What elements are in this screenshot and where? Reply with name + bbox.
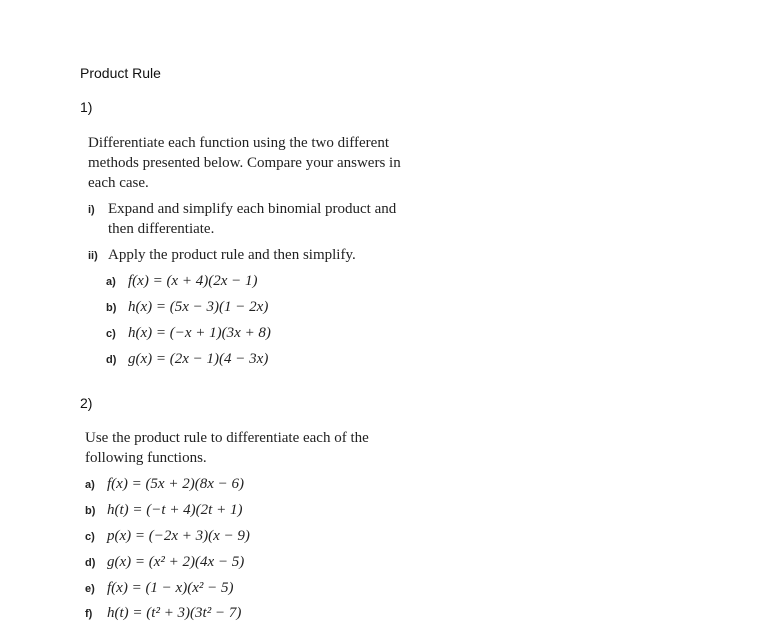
q2-item-label: d) (85, 557, 96, 569)
method-ii-label: ii) (88, 250, 98, 262)
method-i-text: Expand and simplify each binomial product and then differentiate. (108, 201, 397, 237)
method-i (88, 199, 418, 239)
page-title: Product Rule (80, 65, 161, 81)
q2-item-label: f) (85, 608, 93, 620)
q2-item-expr: f(x) = (5x + 2)(8x − 6) (107, 476, 244, 492)
q2-item-b (85, 500, 242, 521)
q2-item-f (85, 603, 241, 624)
q2-item-label: a) (85, 479, 95, 491)
q1-item-expr: g(x) = (2x − 1)(4 − 3x) (128, 351, 269, 367)
question-1-number: 1) (80, 99, 93, 115)
q1-item-label: b) (106, 302, 117, 314)
q2-item-label: b) (85, 505, 96, 517)
method-i-label: i) (88, 204, 95, 216)
question-2-intro: Use the product rule to differentiate each of the following functions. (85, 430, 369, 466)
q1-item-a (106, 271, 257, 292)
q2-item-expr: p(x) = (−2x + 3)(x − 9) (107, 528, 250, 544)
q2-item-expr: h(t) = (t² + 3)(3t² − 7) (107, 605, 242, 621)
q2-item-label: c) (85, 531, 95, 543)
q1-item-d (106, 349, 268, 370)
q2-item-expr: h(t) = (−t + 4)(2t + 1) (107, 502, 243, 518)
question-1-intro: Differentiate each function using the two different methods presented below. Compare your answers in each case. (88, 135, 401, 191)
q1-item-expr: h(x) = (−x + 1)(3x + 8) (128, 325, 271, 341)
q1-item-label: c) (106, 328, 116, 340)
question-2-number: 2) (80, 395, 93, 411)
q1-item-b (106, 297, 268, 318)
q2-item-d (85, 552, 244, 573)
q1-item-label: d) (106, 354, 117, 366)
q2-item-expr: g(x) = (x² + 2)(4x − 5) (107, 554, 245, 570)
q1-item-expr: f(x) = (x + 4)(2x − 1) (128, 273, 258, 289)
q2-item-label: e) (85, 583, 95, 595)
q1-item-expr: h(x) = (5x − 3)(1 − 2x) (128, 299, 269, 315)
q1-item-label: a) (106, 276, 116, 288)
q2-item-c (85, 526, 250, 547)
q1-item-c (106, 323, 271, 344)
method-ii (88, 245, 418, 266)
q2-item-expr: f(x) = (1 − x)(x² − 5) (107, 580, 234, 596)
q2-item-a (85, 474, 244, 495)
q2-item-e (85, 578, 233, 599)
method-ii-text: Apply the product rule and then simplify. (108, 247, 356, 263)
